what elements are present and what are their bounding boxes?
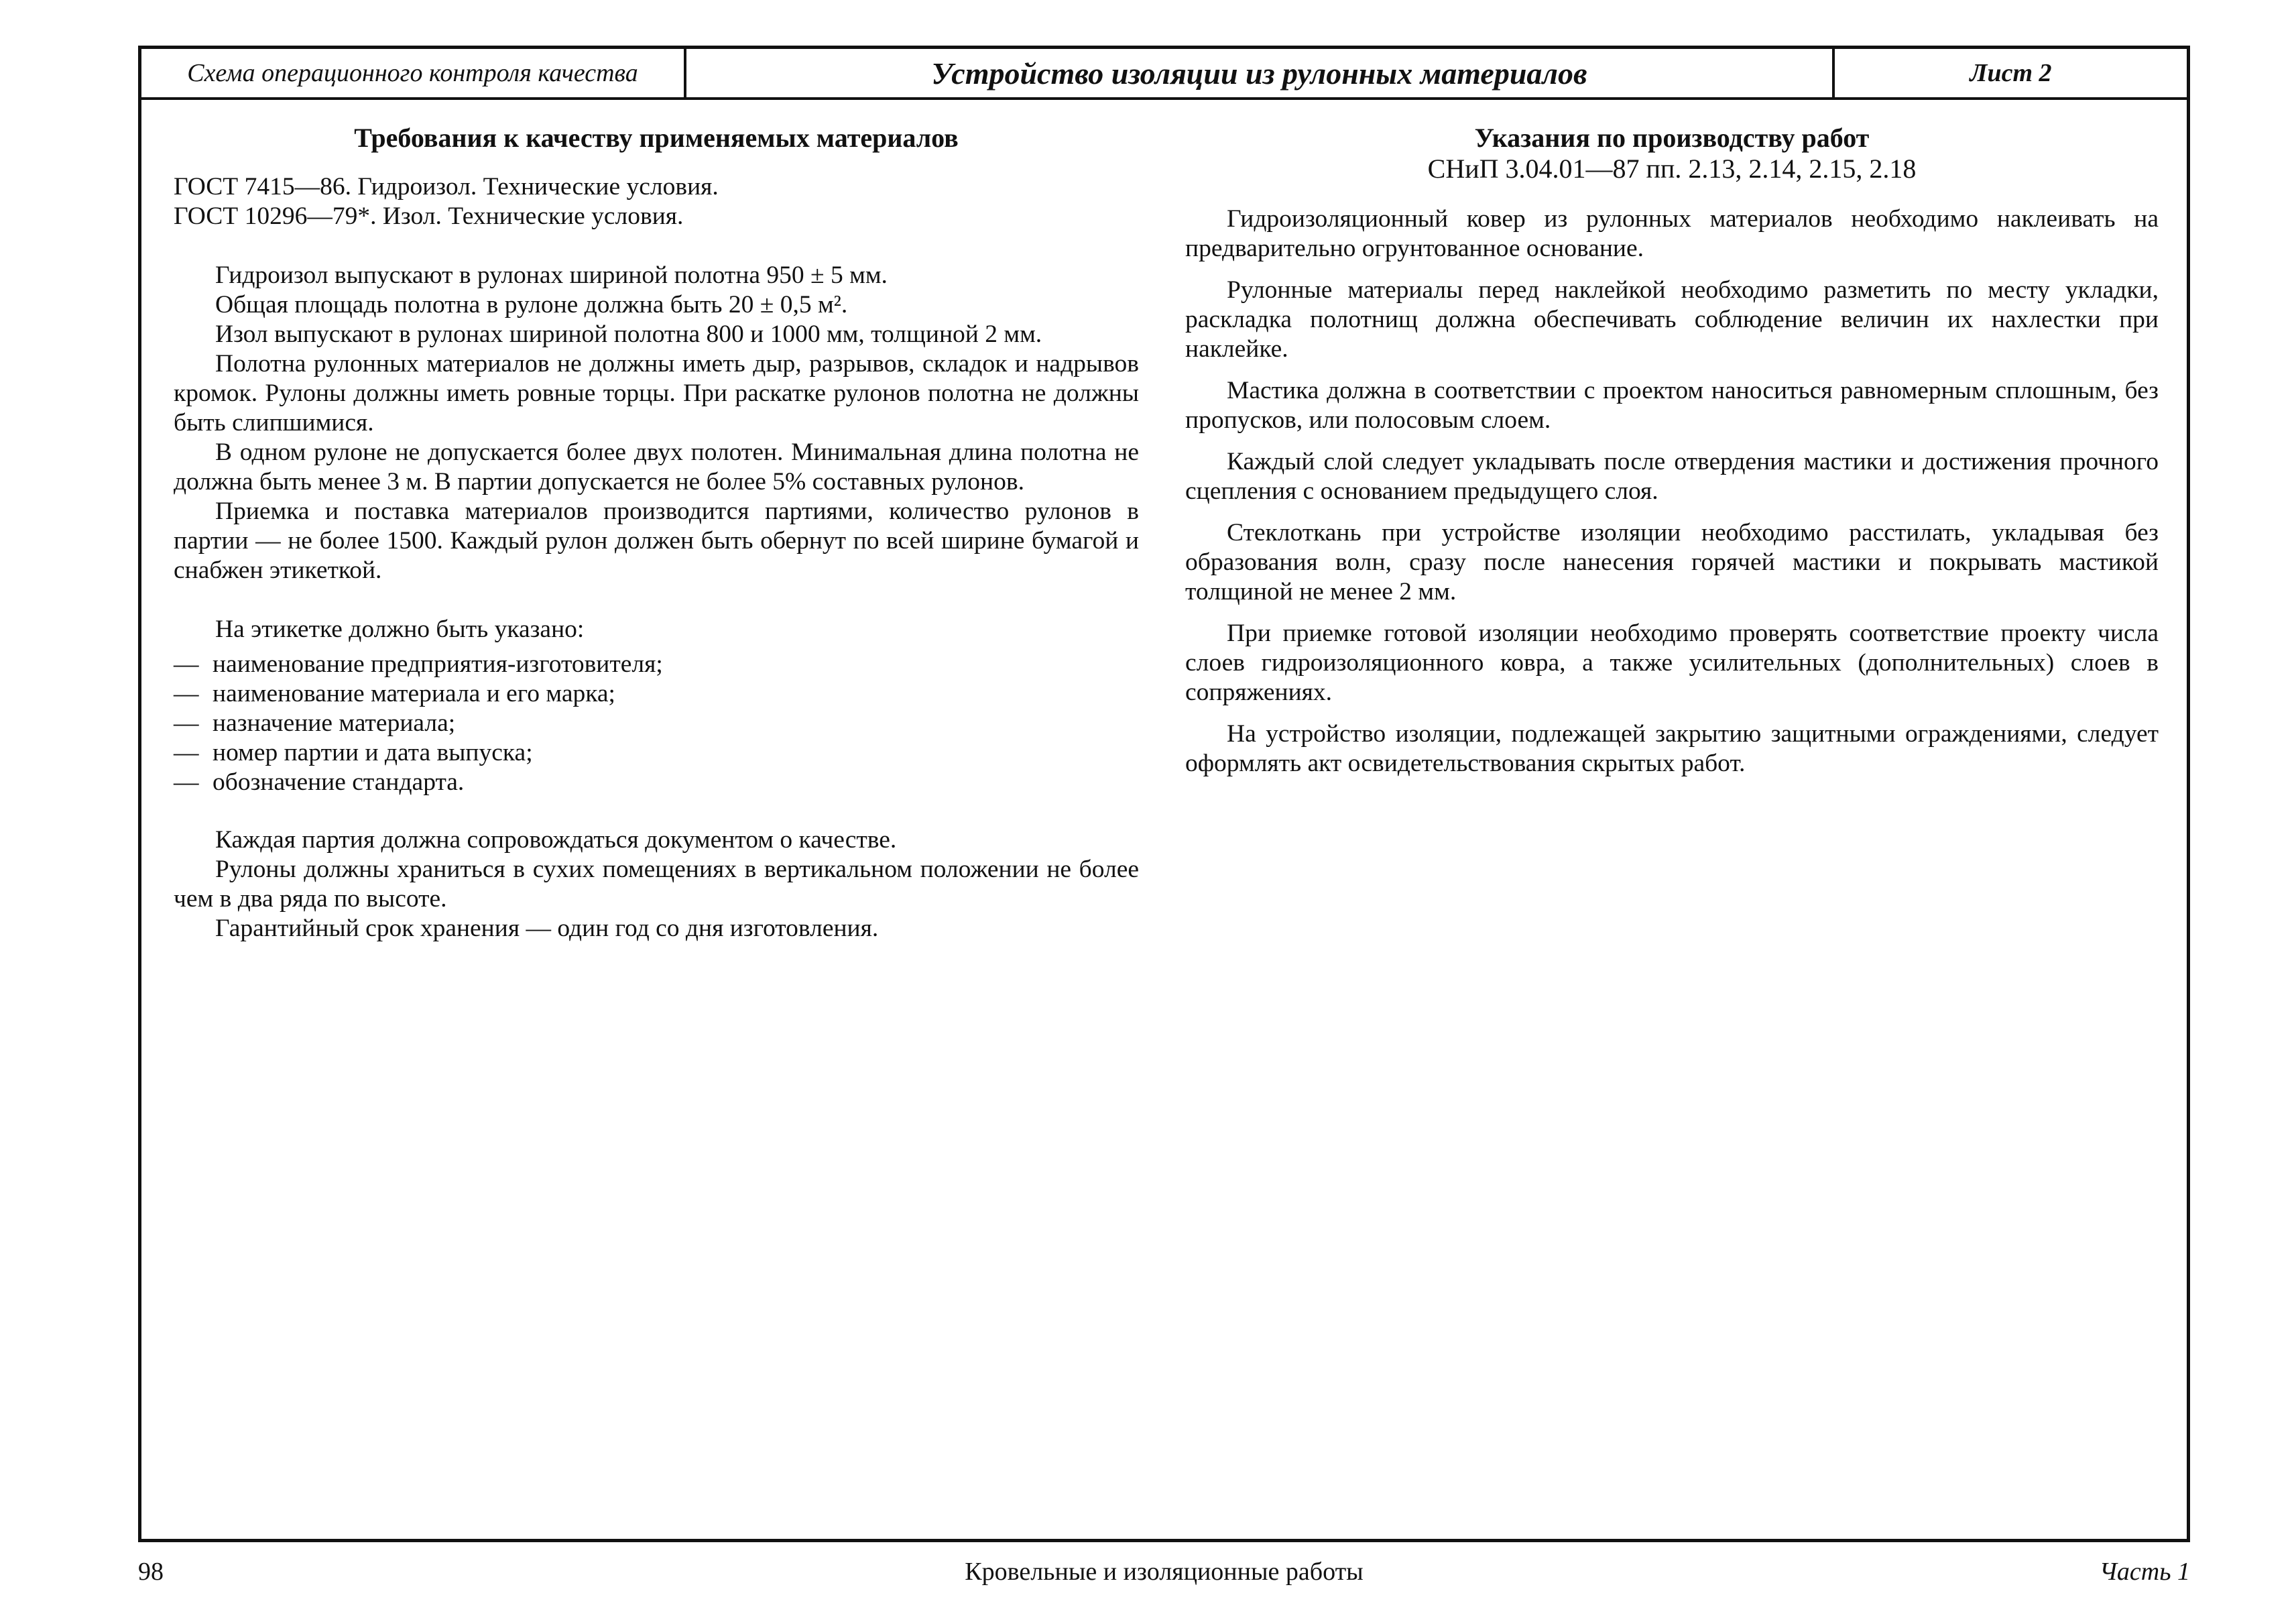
paragraph: Мастика должна в соответствии с проектом наноситься равномерным сплошным, без пропусков, или полосовым слоем.	[1185, 377, 2159, 434]
paragraph: Рулонные материалы перед наклейкой необходимо разметить по месту укладки, раскладка полотнищ должна обеспечивать соблюдение величин их нахлестки при наклейке.	[1185, 276, 2159, 363]
paragraph: Изол выпускают в рулонах шириной полотна 800 и 1000 мм, толщиной 2 мм.	[215, 321, 1042, 348]
title-block	[141, 49, 2187, 100]
label-requirements-list	[174, 650, 1139, 797]
list-item: — наименование предприятия-изготовителя;	[174, 650, 1139, 679]
paragraph: При приемке готовой изоляции необходимо проверять соответствие проекту числа слоев гидроизоляционного ковра, а также усилительных (дополнительных) слоев в сопряжениях.	[1185, 620, 2159, 706]
document-title: Устройство изоляции из рулонных материалов	[686, 49, 1835, 97]
part-label: Часть 1	[2099, 1558, 2190, 1586]
page-footer	[138, 1557, 2190, 1590]
standard-line: ГОСТ 10296—79*. Изол. Технические условия.	[174, 202, 684, 230]
materials-heading: Требования к качеству применяемых материалов	[354, 123, 959, 153]
paragraph: В одном рулоне не допускается более двух полотен. Минимальная длина полотна не должна быть менее 3 м. В партии допускается не более 5% составных рулонов.	[174, 439, 1139, 496]
paragraph: Приемка и поставка материалов производится партиями, количество рулонов в партии — не более 1500. Каждый рулон должен быть обернут по всей ширине бумагой и снабжен этикеткой.	[174, 498, 1139, 584]
instructions-heading: Указания по производству работ	[1474, 123, 1870, 153]
scheme-label: Схема операционного контроля качества	[141, 49, 686, 97]
page-number: 98	[138, 1558, 164, 1586]
book-title: Кровельные и изоляционные работы	[965, 1558, 1364, 1586]
list-item: — наименование материала и его марка;	[174, 679, 1139, 709]
list-item: — номер партии и дата выпуска;	[174, 738, 1139, 768]
sheet-number: Лист 2	[1970, 59, 2052, 87]
paragraph: На устройство изоляции, подлежащей закрытию защитными ограждениями, следует оформлять акт освидетельствования скрытых работ.	[1185, 720, 2159, 777]
snip-reference: СНиП 3.04.01—87 пп. 2.13, 2.14, 2.15, 2.18	[1427, 154, 1917, 184]
list-item: — назначение материала;	[174, 709, 1139, 738]
document-frame	[138, 46, 2190, 1542]
paragraph: Каждая партия должна сопровождаться документом о качестве.	[215, 826, 897, 854]
paragraph: Стеклоткань при устройстве изоляции необходимо расстилать, укладывая без образования волн, сразу после нанесения горячей мастики и покрывать мастикой толщиной не менее 2 мм.	[1185, 519, 2159, 605]
standard-line: ГОСТ 7415—86. Гидроизол. Технические условия.	[174, 173, 719, 200]
materials-requirements-column	[174, 123, 1139, 943]
paragraph: Общая площадь полотна в рулоне должна быть 20 ± 0,5 м².	[215, 291, 848, 318]
list-item: — обозначение стандарта.	[174, 768, 1139, 797]
paragraph: Полотна рулонных материалов не должны иметь дыр, разрывов, складок и надрывов кромок. Рулоны должны иметь ровные торцы. При раскатке рулонов полотна не должны быть слипшимися.	[174, 350, 1139, 437]
paragraph: Гидроизол выпускают в рулонах шириной полотна 950 ± 5 мм.	[215, 262, 888, 289]
paragraph: Рулоны должны храниться в сухих помещениях в вертикальном положении не более чем в два ряда по высоте.	[174, 856, 1139, 913]
paragraph: Гарантийный срок хранения — один год со дня изготовления.	[215, 915, 879, 942]
work-instructions-column	[1185, 123, 2159, 791]
paragraph: Каждый слой следует укладывать после отвердения мастики и достижения прочного сцепления с основанием предыдущего слоя.	[1185, 448, 2159, 505]
paragraph: Гидроизоляционный ковер из рулонных материалов необходимо наклеивать на предварительно огрунтованное основание.	[1185, 205, 2159, 262]
label-intro: На этикетке должно быть указано:	[215, 616, 585, 643]
